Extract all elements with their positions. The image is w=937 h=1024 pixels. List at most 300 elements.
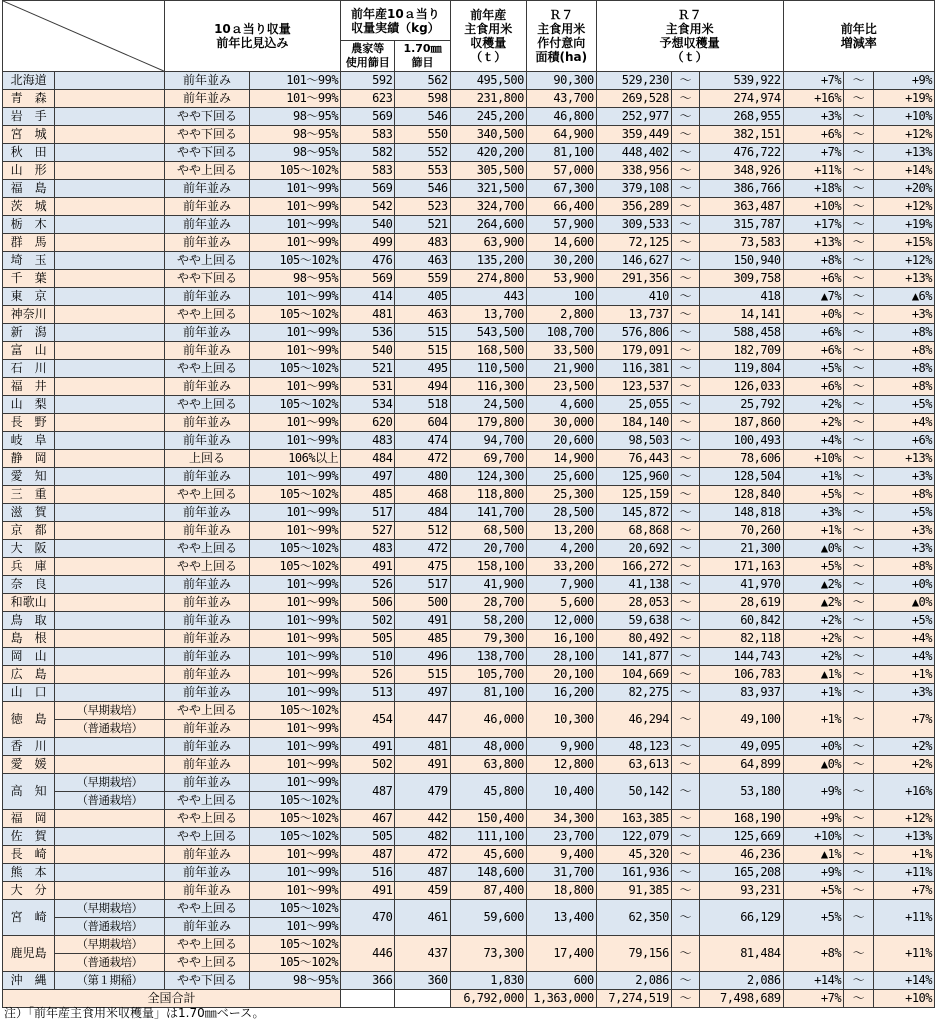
planting-area: 53,900 xyxy=(526,270,596,288)
farm-sieve-yield: 446 xyxy=(341,936,395,972)
change-low: +1% xyxy=(783,522,844,540)
cultivation-note xyxy=(55,738,165,756)
change-high: +7% xyxy=(874,882,935,900)
forecast-high: 64,899 xyxy=(700,756,784,774)
prefecture-name: 岐 阜 xyxy=(3,432,55,450)
forecast-low: 122,079 xyxy=(596,828,671,846)
planting-area: 43,700 xyxy=(526,90,596,108)
range-tilde: ～ xyxy=(671,162,699,180)
forecast-low: 91,385 xyxy=(596,882,671,900)
range-tilde: ～ xyxy=(671,90,699,108)
sieve-170-yield: 481 xyxy=(395,738,450,756)
yield-outlook: 前年並み xyxy=(164,288,250,306)
table-row xyxy=(3,936,935,954)
cultivation-note xyxy=(55,828,165,846)
planting-area: 18,800 xyxy=(526,882,596,900)
prefecture-name: 新 潟 xyxy=(3,324,55,342)
prev-harvest: 45,800 xyxy=(450,774,526,810)
yield-outlook: 前年並み xyxy=(164,234,250,252)
prefecture-name: 富 山 xyxy=(3,342,55,360)
table-row xyxy=(3,540,935,558)
range-tilde: ～ xyxy=(671,252,699,270)
forecast-low: 50,142 xyxy=(596,774,671,810)
sieve-170-yield: 497 xyxy=(395,684,450,702)
change-high: +11% xyxy=(874,864,935,882)
forecast-high: 46,236 xyxy=(700,846,784,864)
prefecture-name: 三 重 xyxy=(3,486,55,504)
planting-area: 31,700 xyxy=(526,864,596,882)
sieve-170-yield: 472 xyxy=(395,450,450,468)
range-tilde: ～ xyxy=(671,216,699,234)
change-low: +10% xyxy=(783,198,844,216)
prefecture-name: 香 川 xyxy=(3,738,55,756)
cultivation-note xyxy=(55,486,165,504)
change-low: +0% xyxy=(783,738,844,756)
change-high: ▲0% xyxy=(874,594,935,612)
range-tilde: ～ xyxy=(844,396,874,414)
range-tilde: ～ xyxy=(671,900,699,936)
forecast-low: 62,350 xyxy=(596,900,671,936)
yield-outlook: 前年並み xyxy=(164,612,250,630)
table-body xyxy=(3,72,935,1008)
forecast-low: 20,692 xyxy=(596,540,671,558)
diagonal-line xyxy=(3,1,164,71)
change-low: ▲0% xyxy=(783,756,844,774)
prefecture-name: 沖 縄 xyxy=(3,972,55,990)
farm-sieve-yield: 540 xyxy=(341,216,395,234)
prefecture-name: 鳥 取 xyxy=(3,612,55,630)
sieve-170-yield: 523 xyxy=(395,198,450,216)
forecast-high: 93,231 xyxy=(700,882,784,900)
sieve-170-yield: 515 xyxy=(395,666,450,684)
range-tilde: ～ xyxy=(844,90,874,108)
range-tilde: ～ xyxy=(671,774,699,810)
forecast-high: 41,970 xyxy=(700,576,784,594)
yield-outlook: 前年並み xyxy=(164,756,250,774)
range-tilde: ～ xyxy=(844,432,874,450)
range-tilde: ～ xyxy=(671,396,699,414)
prefecture-name: 和歌山 xyxy=(3,594,55,612)
change-low: +4% xyxy=(783,432,844,450)
sieve-170-yield: 468 xyxy=(395,486,450,504)
forecast-low: 166,272 xyxy=(596,558,671,576)
cultivation-note: （普通栽培） xyxy=(55,918,165,936)
prefecture-name: 京 都 xyxy=(3,522,55,540)
prev-harvest: 87,400 xyxy=(450,882,526,900)
cultivation-note xyxy=(55,342,165,360)
prev-harvest: 45,600 xyxy=(450,846,526,864)
sieve-170-yield: 447 xyxy=(395,702,450,738)
yield-ratio: 101～99% xyxy=(250,504,341,522)
prev-harvest: 79,300 xyxy=(450,630,526,648)
change-low: +5% xyxy=(783,486,844,504)
sieve-170-yield: 553 xyxy=(395,162,450,180)
sieve-170-yield: 483 xyxy=(395,234,450,252)
sieve-170-yield: 495 xyxy=(395,360,450,378)
cultivation-note xyxy=(55,666,165,684)
range-tilde: ～ xyxy=(844,450,874,468)
forecast-high: 363,487 xyxy=(700,198,784,216)
yield-ratio: 101～99% xyxy=(250,198,341,216)
table-row xyxy=(3,738,935,756)
change-low: +3% xyxy=(783,108,844,126)
change-high: +13% xyxy=(874,144,935,162)
planting-area: 25,600 xyxy=(526,468,596,486)
table-row xyxy=(3,864,935,882)
range-tilde: ～ xyxy=(671,828,699,846)
range-tilde: ～ xyxy=(671,630,699,648)
range-tilde: ～ xyxy=(671,486,699,504)
change-high: +12% xyxy=(874,810,935,828)
planting-area: 10,400 xyxy=(526,774,596,810)
yield-outlook: やや上回る xyxy=(164,486,250,504)
change-low: +9% xyxy=(783,774,844,810)
table-row xyxy=(3,180,935,198)
change-low: +5% xyxy=(783,558,844,576)
sieve-170-yield: 496 xyxy=(395,648,450,666)
cultivation-note xyxy=(55,90,165,108)
change-high: +11% xyxy=(874,936,935,972)
cultivation-note xyxy=(55,360,165,378)
change-low: +8% xyxy=(783,936,844,972)
forecast-low: 309,533 xyxy=(596,216,671,234)
range-tilde: ～ xyxy=(844,252,874,270)
cultivation-note: （早期栽培） xyxy=(55,702,165,720)
forecast-high: 49,100 xyxy=(700,702,784,738)
yield-outlook: やや上回る xyxy=(164,792,250,810)
yield-outlook: 前年並み xyxy=(164,72,250,90)
prev-harvest: 124,300 xyxy=(450,468,526,486)
table-row xyxy=(3,774,935,792)
forecast-high: 21,300 xyxy=(700,540,784,558)
farm-sieve-yield: 540 xyxy=(341,342,395,360)
total-prev-harvest: 6,792,000 xyxy=(450,990,526,1008)
prefecture-name: 長 崎 xyxy=(3,846,55,864)
farm-sieve-yield: 534 xyxy=(341,396,395,414)
prev-harvest: 110,500 xyxy=(450,360,526,378)
cultivation-note: （早期栽培） xyxy=(55,900,165,918)
change-low: +2% xyxy=(783,612,844,630)
range-tilde: ～ xyxy=(671,666,699,684)
yield-ratio: 101～99% xyxy=(250,432,341,450)
cultivation-note xyxy=(55,252,165,270)
prefecture-name: 山 梨 xyxy=(3,396,55,414)
forecast-high: 165,208 xyxy=(700,864,784,882)
planting-area: 12,800 xyxy=(526,756,596,774)
cultivation-note xyxy=(55,306,165,324)
cultivation-note xyxy=(55,504,165,522)
range-tilde: ～ xyxy=(844,666,874,684)
forecast-high: 81,484 xyxy=(700,936,784,972)
yield-ratio: 105～102% xyxy=(250,360,341,378)
prev-harvest: 340,500 xyxy=(450,126,526,144)
sieve-170-yield: 491 xyxy=(395,756,450,774)
table-row xyxy=(3,216,935,234)
prefecture-name: 福 島 xyxy=(3,180,55,198)
farm-sieve-yield: 470 xyxy=(341,900,395,936)
cultivation-note xyxy=(55,144,165,162)
farm-sieve-yield: 620 xyxy=(341,414,395,432)
range-tilde: ～ xyxy=(671,126,699,144)
prefecture-name: 奈 良 xyxy=(3,576,55,594)
forecast-high: 100,493 xyxy=(700,432,784,450)
range-tilde: ～ xyxy=(844,486,874,504)
table-row xyxy=(3,306,935,324)
yield-ratio: 105～102% xyxy=(250,900,341,918)
change-low: +9% xyxy=(783,810,844,828)
range-tilde: ～ xyxy=(844,324,874,342)
table-row xyxy=(3,756,935,774)
range-tilde: ～ xyxy=(671,738,699,756)
prefecture-name: 北海道 xyxy=(3,72,55,90)
range-tilde: ～ xyxy=(671,342,699,360)
range-tilde: ～ xyxy=(844,180,874,198)
prev-harvest: 28,700 xyxy=(450,594,526,612)
farm-sieve-yield: 592 xyxy=(341,72,395,90)
sieve-170-yield: 515 xyxy=(395,342,450,360)
farm-sieve-yield: 510 xyxy=(341,648,395,666)
change-low: ▲1% xyxy=(783,666,844,684)
range-tilde: ～ xyxy=(844,684,874,702)
change-high: +2% xyxy=(874,756,935,774)
change-low: +5% xyxy=(783,360,844,378)
change-low: +2% xyxy=(783,630,844,648)
range-tilde: ～ xyxy=(844,468,874,486)
range-tilde: ～ xyxy=(844,810,874,828)
prefecture-name: 兵 庫 xyxy=(3,558,55,576)
yield-ratio: 101～99% xyxy=(250,648,341,666)
header-prev-yield: 前年産10ａ当り 収量実績（kg） xyxy=(341,1,451,41)
table-row xyxy=(3,558,935,576)
change-low: ▲1% xyxy=(783,846,844,864)
cultivation-note xyxy=(55,270,165,288)
farm-sieve-yield: 517 xyxy=(341,504,395,522)
sieve-170-yield: 521 xyxy=(395,216,450,234)
forecast-low: 46,294 xyxy=(596,702,671,738)
range-tilde: ～ xyxy=(844,774,874,810)
range-tilde: ～ xyxy=(671,108,699,126)
range-tilde: ～ xyxy=(671,198,699,216)
yield-ratio: 101～99% xyxy=(250,774,341,792)
table-row xyxy=(3,828,935,846)
forecast-high: 14,141 xyxy=(700,306,784,324)
forecast-low: 379,108 xyxy=(596,180,671,198)
cultivation-note xyxy=(55,450,165,468)
planting-area: 20,600 xyxy=(526,432,596,450)
yield-ratio: 101～99% xyxy=(250,594,341,612)
planting-area: 5,600 xyxy=(526,594,596,612)
range-tilde: ～ xyxy=(844,558,874,576)
forecast-high: 382,151 xyxy=(700,126,784,144)
forecast-high: 348,926 xyxy=(700,162,784,180)
change-high: +8% xyxy=(874,360,935,378)
forecast-high: 126,033 xyxy=(700,378,784,396)
forecast-low: 291,356 xyxy=(596,270,671,288)
range-tilde: ～ xyxy=(844,504,874,522)
farm-sieve-yield: 467 xyxy=(341,810,395,828)
range-tilde: ～ xyxy=(671,882,699,900)
cultivation-note xyxy=(55,522,165,540)
range-tilde: ～ xyxy=(844,882,874,900)
change-high: +3% xyxy=(874,540,935,558)
prev-harvest: 495,500 xyxy=(450,72,526,90)
farm-sieve-yield: 476 xyxy=(341,252,395,270)
sieve-170-yield: 442 xyxy=(395,810,450,828)
change-high: +3% xyxy=(874,684,935,702)
forecast-low: 80,492 xyxy=(596,630,671,648)
forecast-low: 448,402 xyxy=(596,144,671,162)
change-low: +7% xyxy=(783,72,844,90)
prev-harvest: 46,000 xyxy=(450,702,526,738)
forecast-low: 25,055 xyxy=(596,396,671,414)
forecast-low: 79,156 xyxy=(596,936,671,972)
prev-harvest: 41,900 xyxy=(450,576,526,594)
change-low: +3% xyxy=(783,504,844,522)
forecast-high: 70,260 xyxy=(700,522,784,540)
yield-ratio: 105～102% xyxy=(250,810,341,828)
range-tilde: ～ xyxy=(844,540,874,558)
planting-area: 9,900 xyxy=(526,738,596,756)
cultivation-note xyxy=(55,648,165,666)
table-row xyxy=(3,432,935,450)
range-tilde: ～ xyxy=(671,504,699,522)
prev-harvest: 111,100 xyxy=(450,828,526,846)
range-tilde: ～ xyxy=(671,180,699,198)
range-tilde: ～ xyxy=(844,342,874,360)
table-row xyxy=(3,360,935,378)
range-tilde: ～ xyxy=(671,468,699,486)
prev-harvest: 245,200 xyxy=(450,108,526,126)
prefecture-name: 群 馬 xyxy=(3,234,55,252)
forecast-low: 82,275 xyxy=(596,684,671,702)
planting-area: 33,500 xyxy=(526,342,596,360)
range-tilde: ～ xyxy=(844,126,874,144)
yield-outlook: やや下回る xyxy=(164,108,250,126)
forecast-high: 28,619 xyxy=(700,594,784,612)
forecast-high: 187,860 xyxy=(700,414,784,432)
sieve-170-yield: 487 xyxy=(395,864,450,882)
yield-ratio: 101～99% xyxy=(250,846,341,864)
planting-area: 67,300 xyxy=(526,180,596,198)
forecast-low: 63,613 xyxy=(596,756,671,774)
prefecture-name: 福 井 xyxy=(3,378,55,396)
range-tilde: ～ xyxy=(671,864,699,882)
change-low: +2% xyxy=(783,396,844,414)
sieve-170-yield: 552 xyxy=(395,144,450,162)
change-high: +5% xyxy=(874,504,935,522)
change-low: ▲0% xyxy=(783,540,844,558)
prev-harvest: 158,100 xyxy=(450,558,526,576)
planting-area: 81,100 xyxy=(526,144,596,162)
sieve-170-yield: 461 xyxy=(395,900,450,936)
cultivation-note xyxy=(55,468,165,486)
forecast-low: 410 xyxy=(596,288,671,306)
sieve-170-yield: 472 xyxy=(395,846,450,864)
sieve-170-yield: 459 xyxy=(395,882,450,900)
planting-area: 66,400 xyxy=(526,198,596,216)
farm-sieve-yield: 536 xyxy=(341,324,395,342)
change-high: +5% xyxy=(874,396,935,414)
prev-harvest: 1,830 xyxy=(450,972,526,990)
sieve-170-yield: 405 xyxy=(395,288,450,306)
change-high: +3% xyxy=(874,468,935,486)
yield-outlook: やや上回る xyxy=(164,252,250,270)
rice-harvest-table xyxy=(2,0,935,1008)
prev-harvest: 81,100 xyxy=(450,684,526,702)
range-tilde: ～ xyxy=(844,108,874,126)
farm-sieve-yield: 485 xyxy=(341,486,395,504)
prefecture-name: 高 知 xyxy=(3,774,55,810)
sieve-170-yield: 494 xyxy=(395,378,450,396)
change-low: +1% xyxy=(783,702,844,738)
change-high: +8% xyxy=(874,324,935,342)
range-tilde: ～ xyxy=(671,756,699,774)
forecast-high: 73,583 xyxy=(700,234,784,252)
range-tilde: ～ xyxy=(844,198,874,216)
total-forecast-low: 7,274,519 xyxy=(596,990,671,1008)
table-row xyxy=(3,504,935,522)
prefecture-name: 栃 木 xyxy=(3,216,55,234)
yield-outlook: やや上回る xyxy=(164,396,250,414)
yield-outlook: 前年並み xyxy=(164,594,250,612)
yield-outlook: 前年並み xyxy=(164,90,250,108)
table-row xyxy=(3,162,935,180)
cultivation-note xyxy=(55,234,165,252)
sieve-170-yield: 517 xyxy=(395,576,450,594)
table-row xyxy=(3,270,935,288)
yield-ratio: 101～99% xyxy=(250,234,341,252)
planting-area: 23,500 xyxy=(526,378,596,396)
change-high: +20% xyxy=(874,180,935,198)
sieve-170-yield: 482 xyxy=(395,828,450,846)
yield-outlook: やや上回る xyxy=(164,954,250,972)
farm-sieve-yield: 491 xyxy=(341,558,395,576)
yield-ratio: 101～99% xyxy=(250,468,341,486)
yield-ratio: 101～99% xyxy=(250,216,341,234)
planting-area: 7,900 xyxy=(526,576,596,594)
forecast-high: 315,787 xyxy=(700,216,784,234)
cultivation-note xyxy=(55,576,165,594)
change-high: +0% xyxy=(874,576,935,594)
farm-sieve-yield: 499 xyxy=(341,234,395,252)
yield-outlook: 前年並み xyxy=(164,324,250,342)
sieve-170-yield: 546 xyxy=(395,108,450,126)
yield-outlook: やや上回る xyxy=(164,810,250,828)
forecast-high: 119,804 xyxy=(700,360,784,378)
table-row xyxy=(3,648,935,666)
range-tilde: ～ xyxy=(671,702,699,738)
change-high: +4% xyxy=(874,630,935,648)
planting-area: 57,000 xyxy=(526,162,596,180)
cultivation-note xyxy=(55,162,165,180)
prev-harvest: 116,300 xyxy=(450,378,526,396)
prev-harvest: 58,200 xyxy=(450,612,526,630)
yield-ratio: 98～95% xyxy=(250,270,341,288)
prefecture-name: 青 森 xyxy=(3,90,55,108)
planting-area: 33,200 xyxy=(526,558,596,576)
blank-cell xyxy=(341,990,395,1008)
yield-ratio: 105～102% xyxy=(250,396,341,414)
prev-harvest: 231,800 xyxy=(450,90,526,108)
forecast-low: 28,053 xyxy=(596,594,671,612)
yield-outlook: 前年並み xyxy=(164,648,250,666)
forecast-high: 82,118 xyxy=(700,630,784,648)
table-row xyxy=(3,486,935,504)
forecast-high: 386,766 xyxy=(700,180,784,198)
farm-sieve-yield: 491 xyxy=(341,738,395,756)
table-row xyxy=(3,234,935,252)
prev-harvest: 59,600 xyxy=(450,900,526,936)
